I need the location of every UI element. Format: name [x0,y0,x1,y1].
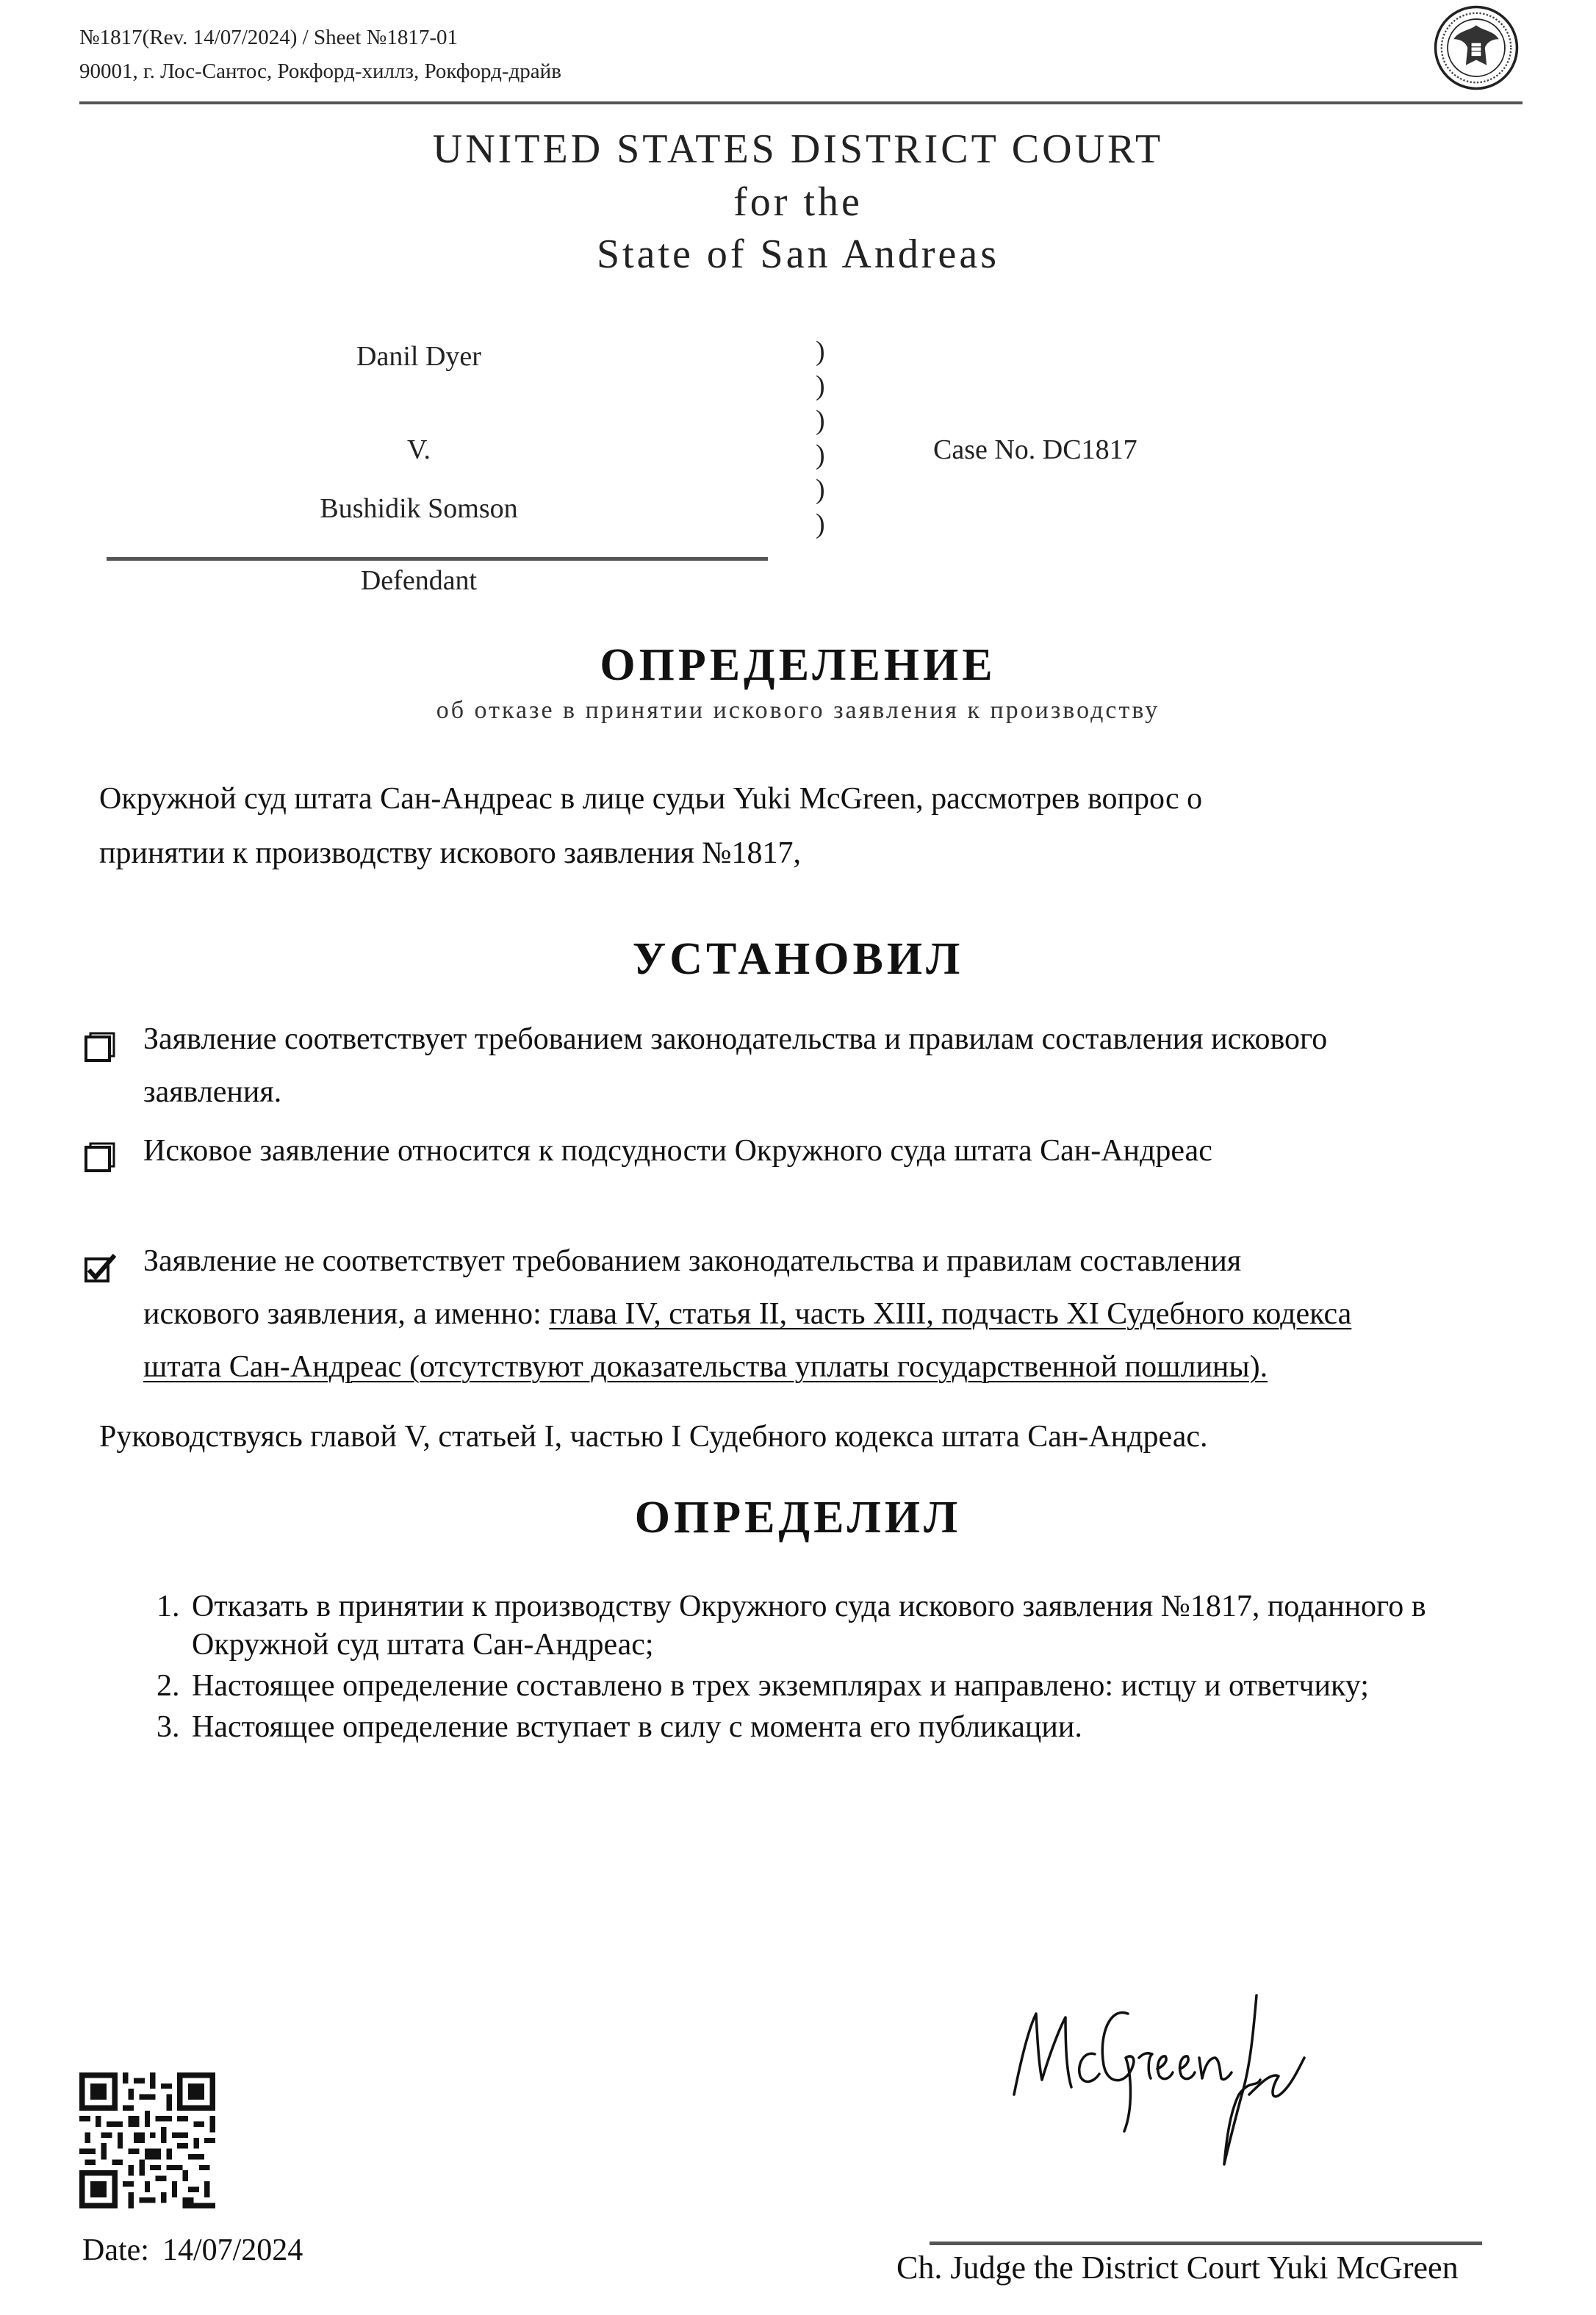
legal-reference-continued: штата Сан-Андреас (отсутствуют доказательства уплаты государственной пошлины). [143,1350,1268,1384]
established-item-2: Исковое заявление относится к подсудности Окружного суда штата Сан-Андреас [143,1134,1212,1168]
decided-heading: ОПРЕДЕЛИЛ [634,1493,962,1543]
signature-line [930,2242,1482,2245]
established-item-3: Заявление не соответствует требованием законодательства и правилам составления искового заявления, а именно: глава IV, статья II, часть XIII, подчасть XI Судебного кодекса штата Сан-Андреас (отсутствуют доказательства уплаты государственной пошлины). [143,1235,1539,1393]
court-for-the: for the [733,179,863,225]
guided-by-text: Руководствуясь главой V, статьей I, частью I Судебного кодекса штата Сан-Андреас. [99,1420,1208,1454]
legal-reference: глава IV, статья II, часть XIII, подчасть XI Судебного кодекса [549,1297,1352,1331]
judge-title: Ch. Judge the District Court Yuki McGreen [896,2250,1459,2286]
caption-divider [107,557,768,561]
order-intro: Окружной суд штата Сан-Андреас в лице судьи Yuki McGreen, рассмотрев вопрос о принятии к производству искового заявления №1817, [99,782,1203,870]
judge-signature-icon [1007,1984,1315,2197]
date-label: Date: [82,2233,149,2267]
established-heading: УСТАНОВИЛ [632,934,964,984]
court-seal-icon [1433,4,1520,91]
established-item-1: Заявление соответствует требованием законодательства и правилам составления искового заявления. [143,1022,1328,1109]
header-divider [79,101,1523,104]
order-title: ОПРЕДЕЛЕНИЕ [600,640,996,690]
date-value: 14/07/2024 [162,2233,303,2267]
defendant-name: Bushidik Somson [320,493,518,524]
qr-code-icon [79,2072,215,2208]
plaintiff-name: Danil Dyer [356,341,481,372]
case-number: Case No. DC1817 [933,434,1137,465]
decision-item: 1. Отказать в принятии к производству Окружного суда искового заявления №1817, поданного в Окружной суд штата Сан-Андреас; [187,1587,1547,1664]
caption-parens: ) ) ) ) ) ) [816,336,825,539]
defendant-label: Defendant [360,565,478,596]
checkbox-checked-icon [82,1251,118,1286]
decision-item: 2. Настоящее определение составлено в трех экземплярах и направлено: истцу и ответчику; [187,1667,1547,1705]
order-subtitle: об отказе в принятии искового заявления к производству [436,697,1160,724]
checkbox-unchecked-icon [82,1141,118,1176]
date-line [82,2233,303,2268]
document-reference: №1817(Rev. 14/07/2024) / Sheet №1817-01 [79,26,458,49]
checkbox-unchecked-icon [82,1030,118,1066]
court-address: 90001, г. Лос-Сантос, Рокфорд-хиллз, Рокфорд-драйв [79,60,561,83]
versus-label: V. [406,434,431,465]
court-name: UNITED STATES DISTRICT COURT [432,126,1164,172]
court-state: State of San Andreas [596,232,1000,277]
decision-item: 3. Настоящее определение вступает в силу с момента его публикации. [187,1708,1547,1746]
decision-list [151,1587,1547,1749]
